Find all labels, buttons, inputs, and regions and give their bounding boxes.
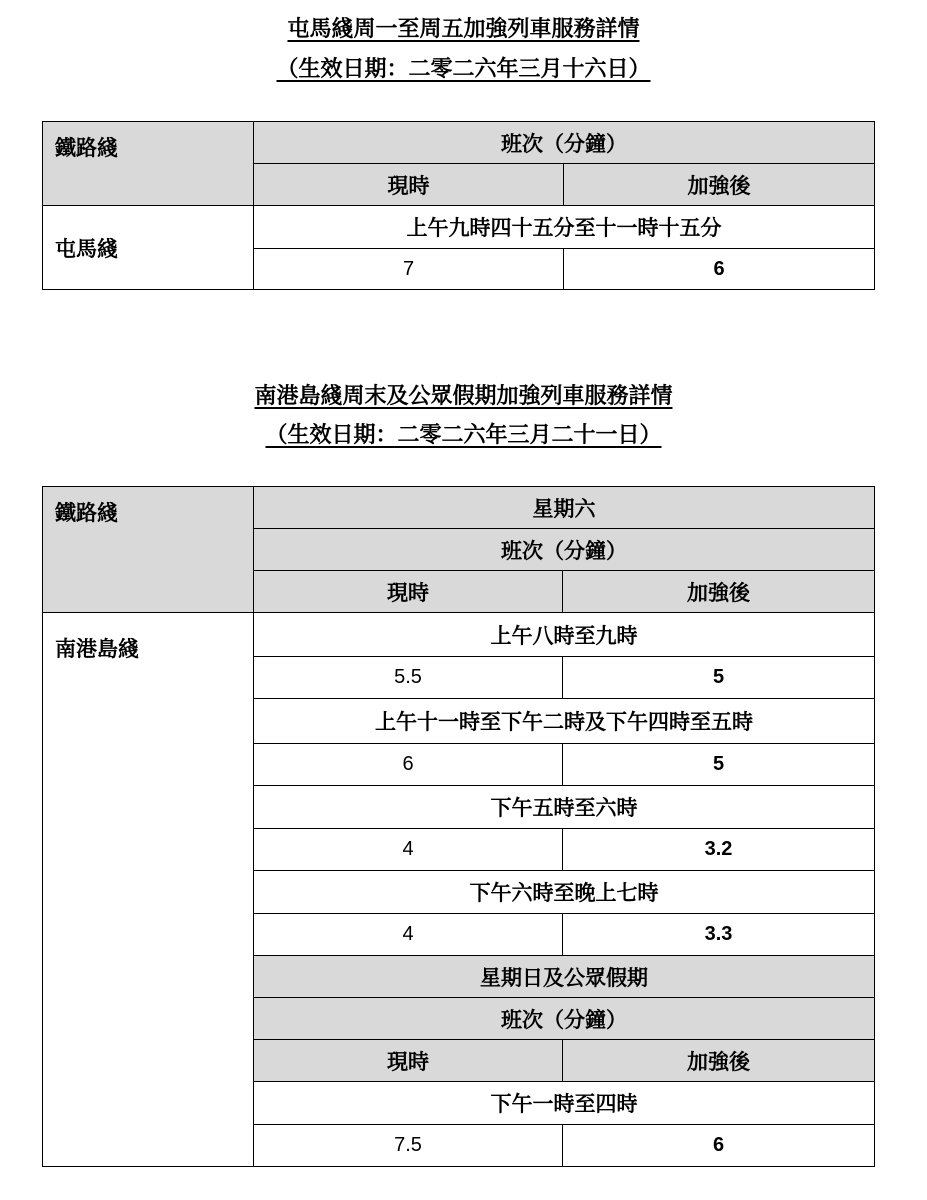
tuen-ma-line-table — [42, 121, 875, 290]
col-header-line: 鐵路綫 — [43, 487, 254, 613]
period-row: 下午一時至四時 — [254, 1082, 875, 1125]
col-header-headway: 班次（分鐘） — [254, 529, 875, 571]
line-name: 屯馬綫 — [43, 206, 254, 290]
col-header-headway: 班次（分鐘） — [254, 122, 875, 164]
south-island-line-table — [42, 486, 875, 1167]
period-row: 下午六時至晚上七時 — [254, 871, 875, 914]
col-header-enhanced: 加強後 — [563, 1040, 875, 1082]
saturday-label: 星期六 — [254, 487, 875, 529]
enhanced-value: 6 — [564, 249, 875, 290]
current-value: 7.5 — [254, 1125, 563, 1167]
enhanced-value: 3.2 — [563, 829, 875, 871]
period-row: 上午八時至九時 — [254, 613, 875, 657]
current-value: 6 — [254, 744, 563, 786]
period-row: 上午十一時至下午二時及下午四時至五時 — [254, 699, 875, 744]
enhanced-value: 5 — [563, 657, 875, 699]
col-header-enhanced: 加強後 — [563, 571, 875, 613]
enhanced-value: 3.3 — [563, 914, 875, 956]
current-value: 4 — [254, 829, 563, 871]
enhanced-value: 6 — [563, 1125, 875, 1167]
doc2-effective-date: （生效日期：二零二六年三月二十一日） — [265, 423, 662, 448]
col-header-headway: 班次（分鐘） — [254, 998, 875, 1040]
period-row: 下午五時至六時 — [254, 786, 875, 829]
current-value: 4 — [254, 914, 563, 956]
enhanced-value: 5 — [563, 744, 875, 786]
col-header-current: 現時 — [254, 164, 564, 206]
sunday-holiday-label: 星期日及公眾假期 — [254, 956, 875, 998]
line-name: 南港島綫 — [43, 613, 254, 1167]
period-row: 上午九時四十五分至十一時十五分 — [254, 206, 875, 249]
current-value: 7 — [254, 249, 564, 290]
col-header-line: 鐵路綫 — [43, 122, 254, 206]
col-header-current: 現時 — [254, 571, 563, 613]
col-header-current: 現時 — [254, 1040, 563, 1082]
col-header-enhanced: 加強後 — [564, 164, 875, 206]
current-value: 5.5 — [254, 657, 563, 699]
doc1-effective-date: （生效日期：二零二六年三月十六日） — [276, 57, 651, 82]
doc1-title: 屯馬綫周一至周五加強列車服務詳情 — [287, 17, 640, 42]
doc2-title: 南港島綫周末及公眾假期加強列車服務詳情 — [254, 384, 673, 409]
